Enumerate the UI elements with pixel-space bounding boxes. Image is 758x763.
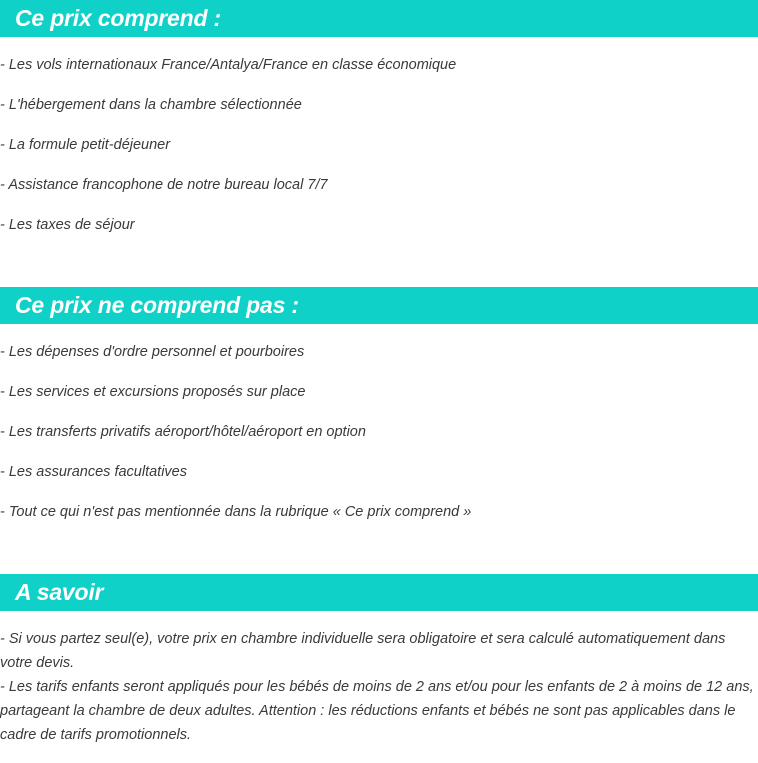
includes-item: - Assistance francophone de notre bureau local 7/7 (0, 177, 328, 193)
info-paragraph: - Si vous partez seul(e), votre prix en chambre individuelle sera obligatoire et sera calculé automatiquement dans votre devis. (0, 631, 726, 671)
includes-item: - Les taxes de séjour (0, 217, 135, 233)
excludes-item: - Les dépenses d'ordre personnel et pourboires (0, 344, 305, 360)
excludes-item: - Les transferts privatifs aéroport/hôtel/aéroport en option (0, 424, 366, 440)
excludes-item: - Tout ce qui n'est pas mentionnée dans la rubrique « Ce prix comprend » (0, 504, 472, 520)
info-header (0, 574, 758, 611)
includes-item: - L'hébergement dans la chambre sélectionnée (0, 97, 302, 113)
includes-item: - Les vols internationaux France/Antalya/France en classe économique (0, 57, 457, 73)
excludes-item: - Les assurances facultatives (0, 464, 187, 480)
includes-item: - La formule petit-déjeuner (0, 137, 171, 153)
info-title: A savoir (15, 579, 104, 605)
includes-title: Ce prix comprend : (15, 5, 221, 31)
info-paragraph: - Les tarifs enfants seront appliqués pour les bébés de moins de 2 ans et/ou pour les enfants de 2 à moins de 12 ans, partageant la chambre de deux adultes. Attention : les réductions enfants et bébés ne sont pas applicables dans le cadre de tarifs promotionnels. (0, 679, 754, 743)
excludes-title: Ce prix ne comprend pas : (15, 292, 299, 318)
excludes-item: - Les services et excursions proposés sur place (0, 384, 306, 400)
includes-header (0, 0, 758, 37)
excludes-header (0, 287, 758, 324)
